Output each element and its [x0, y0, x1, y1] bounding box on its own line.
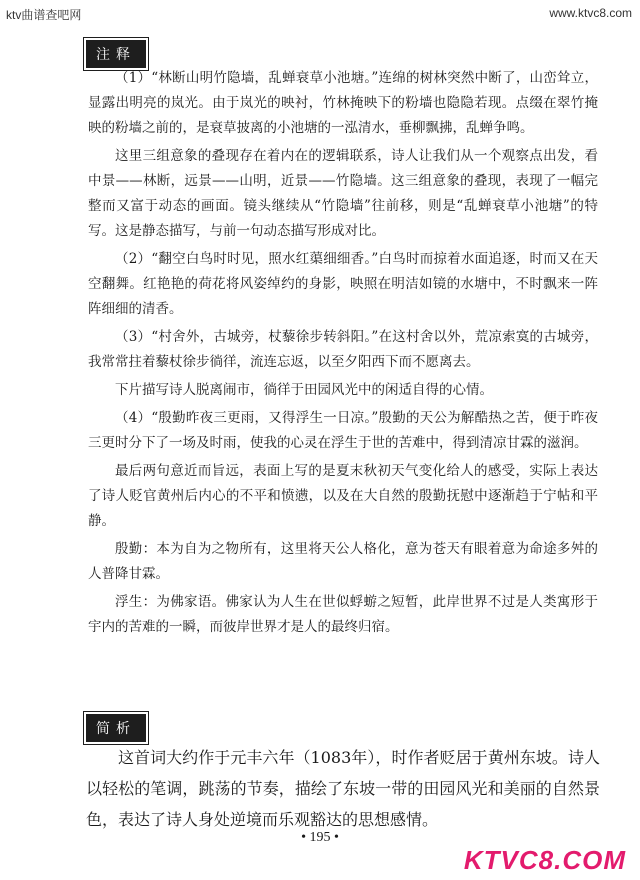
note-paragraph: 殷勤：本为自为之物所有，这里将天公人格化，意为苍天有眼着意为命途多舛的人普降甘霖。 [88, 541, 598, 582]
note-paragraph: 这里三组意象的叠现存在着内在的逻辑联系，诗人让我们从一个观察点出发，看中景——林断，远景——山明，近景——竹隐墙。这三组意象的叠现，表现了一幅完整而又富于动态的画面。镜头继续从“竹隐墙”往前移，则是“乱蝉衰草小池塘”的特写。这是静态描写，与前一句动态描写形成对比。 [88, 148, 598, 239]
notes-body [88, 66, 598, 643]
note-paragraph: 最后两句意近而旨远，表面上写的是夏末秋初天气变化给人的感受，实际上表达了诗人贬官黄州后内心的不平和愤懑，以及在大自然的殷勤抚慰中逐渐趋于宁帖和平静。 [88, 463, 598, 529]
page-number: • 195 • [301, 830, 339, 845]
watermark-left: ktv曲谱查吧网 [6, 8, 82, 22]
note-paragraph: （3）“村舍外，古城旁，杖藜徐步转斜阳。”在这村舍以外，荒凉索寞的古城旁，我常常拄着藜杖徐步徜徉，流连忘返，以至夕阳西下而不愿离去。 [88, 329, 598, 370]
watermark-right: www.ktvc8.com [549, 6, 632, 20]
intro-body [86, 742, 600, 835]
note-paragraph: （4）“殷勤昨夜三更雨，又得浮生一日凉。”殷勤的天公为解酷热之苦，便于昨夜三更时分下了一场及时雨，使我的心灵在浮生于世的苦难中，得到清凉甘霖的滋润。 [88, 410, 598, 451]
site-logo[interactable]: KTVC8.COM [463, 845, 626, 875]
note-paragraph: 下片描写诗人脱离闹市，徜徉于田园风光中的闲适自得的心情。 [115, 382, 493, 398]
note-paragraph: 浮生：为佛家语。佛家认为人生在世似蜉蝣之短暂，此岸世界不过是人类寓形于宇内的苦难的一瞬，而彼岸世界才是人的最终归宿。 [88, 594, 598, 635]
intro-paragraph: 这首词大约作于元丰六年（1083年），时作者贬居于黄州东坡。诗人以轻松的笔调，跳荡的节奏，描绘了东坡一带的田园风光和美丽的自然景色，表达了诗人身处逆境而乐观豁达的思想感情。 [86, 748, 600, 829]
intro-heading: 简析 [86, 714, 146, 742]
note-paragraph: （2）“翻空白鸟时时见，照水红蕖细细香。”白鸟时而掠着水面追逐，时而又在天空翻舞。红艳艳的荷花将风姿绰约的身影，映照在明洁如镜的水塘中，不时飘来一阵阵细细的清香。 [88, 251, 598, 317]
notes-heading: 注释 [86, 40, 146, 68]
note-paragraph: （1）“林断山明竹隐墙，乱蝉衰草小池塘。”连绵的树林突然中断了，山峦耸立，显露出明亮的岚光。由于岚光的映衬，竹林掩映下的粉墙也隐隐若现。点缀在翠竹掩映的粉墙之前的，是衰草披离的小池塘的一泓清水，垂柳飘拂，乱蝉争鸣。 [88, 70, 598, 136]
